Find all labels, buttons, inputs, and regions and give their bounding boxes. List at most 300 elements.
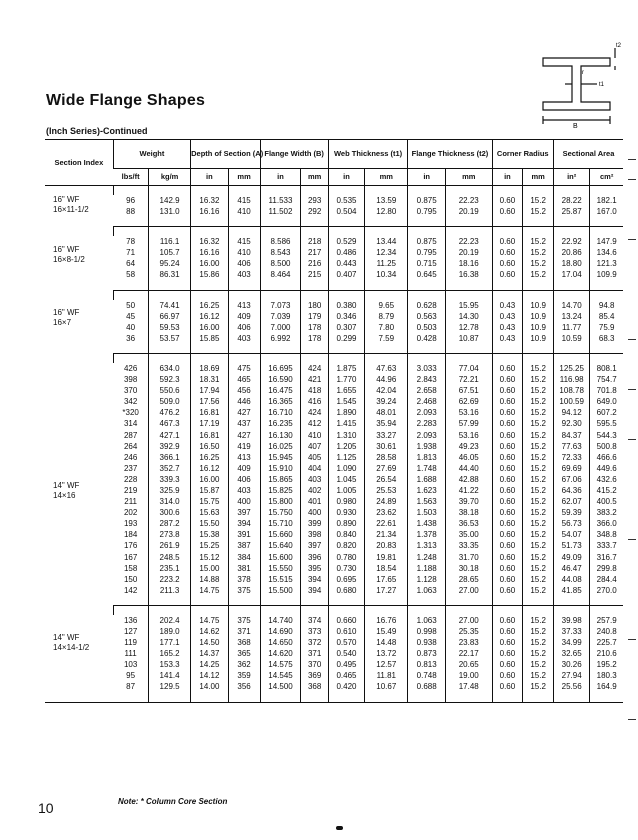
unit-header: mm <box>523 169 554 186</box>
table-cell: 314.0 <box>149 496 191 507</box>
table-cell: 16.00 <box>191 258 229 269</box>
table-cell: 16.235 <box>260 418 301 429</box>
table-cell: 416 <box>301 396 328 407</box>
table-cell: 58 <box>126 270 136 280</box>
table-cell: 0.60 <box>492 615 523 626</box>
table-cell: 0.610 <box>328 626 364 637</box>
table-cell: 49.23 <box>445 441 492 452</box>
table-cell: 403 <box>228 269 260 280</box>
table-cell: 15.2 <box>523 407 554 418</box>
table-row <box>45 485 623 496</box>
table-row <box>45 518 623 529</box>
table-row <box>45 615 623 626</box>
table-cell: 15.95 <box>445 300 492 311</box>
table-cell: 211 <box>124 497 138 507</box>
table-cell: 368 <box>228 637 260 648</box>
table-cell: 1.438 <box>408 518 446 529</box>
table-cell: 24.89 <box>365 496 408 507</box>
table-cell: 456 <box>228 385 260 396</box>
table-cell: 16.590 <box>260 374 301 385</box>
table-cell: 14.30 <box>445 311 492 322</box>
table-cell: 0.60 <box>492 540 523 551</box>
table-cell: 16.475 <box>260 385 301 396</box>
table-cell: 150 <box>123 574 138 584</box>
table-cell: 415.2 <box>590 485 623 496</box>
table-cell: 15.2 <box>523 258 554 269</box>
table-cell: 1.005 <box>328 485 364 496</box>
table-cell: 1.623 <box>408 485 446 496</box>
table-cell: 12.78 <box>445 322 492 333</box>
table-row <box>45 463 623 474</box>
table-cell: 0.407 <box>328 269 364 280</box>
table-cell: 119 <box>124 638 138 648</box>
table-cell: 366.1 <box>149 452 191 463</box>
table-row <box>45 322 623 333</box>
table-row <box>45 385 623 396</box>
table-cell: 257.9 <box>590 615 623 626</box>
table-cell: 2.093 <box>408 407 446 418</box>
diagram-label-t1: t1 <box>599 82 605 88</box>
table-cell: 0.60 <box>492 396 523 407</box>
table-cell: 14.75 <box>191 615 229 626</box>
table-cell: 0.748 <box>408 670 446 681</box>
table-cell: 15.2 <box>523 430 554 441</box>
table-cell: 10.9 <box>523 333 554 344</box>
table-cell: 28.22 <box>553 195 589 206</box>
table-cell: 0.60 <box>492 659 523 670</box>
table-cell: 374 <box>301 615 328 626</box>
table-cell: 359 <box>228 670 260 681</box>
table-cell: 394 <box>301 585 328 596</box>
table-cell: 405 <box>301 452 328 463</box>
table-cell: 0.570 <box>328 637 364 648</box>
unit-header: in <box>408 169 446 186</box>
table-cell: 404 <box>301 463 328 474</box>
table-cell: 134.6 <box>590 247 623 258</box>
table-cell: 7.59 <box>365 333 408 344</box>
table-row <box>45 195 623 206</box>
table-cell: 284.4 <box>590 574 623 585</box>
table-cell: 15.12 <box>191 552 229 563</box>
table-cell: 394 <box>228 518 260 529</box>
table-cell: 217 <box>301 247 328 258</box>
table-cell: 426 <box>123 363 138 373</box>
table-cell: 398 <box>123 375 138 385</box>
table-cell: 18.80 <box>553 258 589 269</box>
table-cell: 28.65 <box>445 574 492 585</box>
table-cell: 0.60 <box>492 529 523 540</box>
table-cell: 25.87 <box>553 206 589 217</box>
table-cell: 33.27 <box>365 430 408 441</box>
table-cell: 348.8 <box>590 529 623 540</box>
table-cell: 15.2 <box>523 441 554 452</box>
table-cell: 178 <box>301 322 328 333</box>
table-cell: 16.12 <box>191 463 229 474</box>
table-cell: 202 <box>123 508 138 518</box>
table-cell: 0.529 <box>328 236 364 247</box>
table-cell: 0.695 <box>328 574 364 585</box>
table-cell: 14.48 <box>365 637 408 648</box>
table-cell: 0.813 <box>408 659 446 670</box>
table-cell: 10.67 <box>365 681 408 692</box>
section-index-label <box>45 353 113 605</box>
table-cell: 189.0 <box>149 626 191 637</box>
table-cell: 0.60 <box>492 518 523 529</box>
table-cell: 147.9 <box>590 236 623 247</box>
table-cell: 409 <box>228 311 260 322</box>
table-cell: 15.945 <box>260 452 301 463</box>
table-cell: 59.53 <box>149 322 191 333</box>
table-cell: 62.69 <box>445 396 492 407</box>
unit-header: in² <box>553 169 589 186</box>
table-cell: 314 <box>123 419 138 429</box>
table-cell: 77.04 <box>445 363 492 374</box>
table-cell: 406 <box>228 258 260 269</box>
table-cell: 401 <box>301 496 328 507</box>
table-cell: 109.9 <box>590 269 623 280</box>
table-cell: 372 <box>301 637 328 648</box>
table-cell: 14.650 <box>260 637 301 648</box>
table-cell: 0.60 <box>492 385 523 396</box>
table-cell: 62.07 <box>553 496 589 507</box>
table-cell: 1.813 <box>408 452 446 463</box>
table-cell: 15.2 <box>523 496 554 507</box>
table-cell: 402 <box>301 485 328 496</box>
table-cell: 28.58 <box>365 452 408 463</box>
table-cell: 195.2 <box>590 659 623 670</box>
table-cell: 446 <box>228 396 260 407</box>
table-cell: 0.43 <box>492 300 523 311</box>
table-cell: 17.27 <box>365 585 408 596</box>
table-cell: 13.72 <box>365 648 408 659</box>
table-cell: 392.9 <box>149 441 191 452</box>
table-cell: 17.56 <box>191 396 229 407</box>
section-index-label <box>45 605 113 702</box>
table-cell: 0.43 <box>492 311 523 322</box>
table-cell: 2.658 <box>408 385 446 396</box>
table-cell: 15.750 <box>260 507 301 518</box>
table-cell: 365 <box>228 648 260 659</box>
table-cell: 219 <box>123 485 138 495</box>
table-row <box>45 206 623 217</box>
table-cell: 339.3 <box>149 474 191 485</box>
table-cell: 270.0 <box>590 585 623 596</box>
table-cell: 14.12 <box>191 670 229 681</box>
header-depth: Depth of Section (A) <box>191 140 260 169</box>
table-cell: 15.49 <box>365 626 408 637</box>
table-cell: 369 <box>301 670 328 681</box>
table-row <box>45 418 623 429</box>
table-cell: 467.3 <box>149 418 191 429</box>
table-cell: 49.09 <box>553 552 589 563</box>
header-corner-radius: Corner Radius <box>492 140 553 169</box>
table-cell: 13.44 <box>365 236 408 247</box>
table-cell: 592.3 <box>149 374 191 385</box>
unit-header: kg/m <box>149 169 191 186</box>
header-flange-thickness: Flange Thickness (t2) <box>408 140 492 169</box>
table-cell: 14.00 <box>191 681 229 692</box>
table-cell: 18.16 <box>445 258 492 269</box>
table-cell: 394 <box>301 574 328 585</box>
table-cell: 427 <box>228 430 260 441</box>
table-cell: 15.2 <box>523 474 554 485</box>
page-number: 10 <box>38 800 54 816</box>
table-cell: 15.2 <box>523 540 554 551</box>
table-cell: 400.5 <box>590 496 623 507</box>
table-row <box>45 659 623 670</box>
table-cell: 95.24 <box>149 258 191 269</box>
table-cell: 465 <box>228 374 260 385</box>
table-cell: 27.69 <box>365 463 408 474</box>
table-cell: 381 <box>228 563 260 574</box>
table-cell: 273.8 <box>149 529 191 540</box>
table-cell: 383.2 <box>590 507 623 518</box>
table-cell: 595.5 <box>590 418 623 429</box>
table-cell: 0.60 <box>492 626 523 637</box>
table-cell: 180.3 <box>590 670 623 681</box>
table-cell: 95 <box>126 671 136 681</box>
table-cell: 53.16 <box>445 407 492 418</box>
table-cell: 287 <box>123 430 138 440</box>
table-cell: 466.6 <box>590 452 623 463</box>
table-cell: 407 <box>301 441 328 452</box>
table-cell: 116.1 <box>149 236 191 247</box>
table-cell: 41.22 <box>445 485 492 496</box>
table-cell: 67.51 <box>445 385 492 396</box>
table-cell: 42.88 <box>445 474 492 485</box>
table-cell: 235.1 <box>149 563 191 574</box>
table-cell: 1.128 <box>408 574 446 585</box>
table-cell: 142 <box>123 585 138 595</box>
section-series: 14" WF <box>53 633 80 643</box>
table-cell: 0.43 <box>492 322 523 333</box>
table-cell: 333.7 <box>590 540 623 551</box>
table-cell: 15.2 <box>523 626 554 637</box>
table-cell: 225.7 <box>590 637 623 648</box>
table-cell: 18.31 <box>191 374 229 385</box>
table-cell: 15.00 <box>191 563 229 574</box>
table-cell: 35.94 <box>365 418 408 429</box>
table-row <box>45 540 623 551</box>
table-cell: 0.60 <box>492 269 523 280</box>
table-cell: 121.3 <box>590 258 623 269</box>
table-cell: 25.35 <box>445 626 492 637</box>
table-cell: 17.94 <box>191 385 229 396</box>
table-cell: 0.873 <box>408 648 446 659</box>
table-cell: 16.25 <box>191 300 229 311</box>
scan-mark <box>336 826 343 830</box>
table-cell: 8.500 <box>260 258 301 269</box>
table-cell: 15.500 <box>260 585 301 596</box>
table-cell: 22.61 <box>365 518 408 529</box>
table-cell: 20.83 <box>365 540 408 551</box>
table-cell: 0.540 <box>328 648 364 659</box>
diagram-label-b: B <box>573 123 578 130</box>
unit-header: lbs/ft <box>113 169 148 186</box>
table-cell: 418 <box>301 385 328 396</box>
table-cell: 184 <box>123 530 138 540</box>
table-cell: 16.695 <box>260 363 301 374</box>
table-cell: 0.980 <box>328 496 364 507</box>
table-cell: 96 <box>126 196 136 205</box>
table-cell: 12.80 <box>365 206 408 217</box>
table-cell: 14.50 <box>191 637 229 648</box>
table-cell: *320 <box>122 408 139 418</box>
table-cell: 19.00 <box>445 670 492 681</box>
table-cell: 92.30 <box>553 418 589 429</box>
table-row <box>45 585 623 596</box>
table-cell: 15.2 <box>523 681 554 692</box>
table-cell: 0.875 <box>408 236 446 247</box>
header-sectional-area: Sectional Area <box>553 140 623 169</box>
table-cell: 35.00 <box>445 529 492 540</box>
table-cell: 1.248 <box>408 552 446 563</box>
table-cell: 13.24 <box>553 311 589 322</box>
table-cell: 22.92 <box>553 236 589 247</box>
table-row <box>45 441 623 452</box>
table-cell: 11.81 <box>365 670 408 681</box>
table-cell: 22.17 <box>445 648 492 659</box>
table-cell: 1.310 <box>328 430 364 441</box>
table-cell: 16.12 <box>191 311 229 322</box>
table-cell: 16.00 <box>191 474 229 485</box>
table-cell: 12.57 <box>365 659 408 670</box>
table-cell: 0.60 <box>492 648 523 659</box>
table-cell: 0.420 <box>328 681 364 692</box>
table-cell: 0.60 <box>492 507 523 518</box>
table-cell: 72.21 <box>445 374 492 385</box>
table-cell: 1.563 <box>408 496 446 507</box>
table-cell: 16.025 <box>260 441 301 452</box>
table-cell: 15.2 <box>523 585 554 596</box>
table-cell: 56.73 <box>553 518 589 529</box>
table-cell: 16.25 <box>191 452 229 463</box>
table-cell: 437 <box>228 418 260 429</box>
table-cell: 15.2 <box>523 563 554 574</box>
unit-header: mm <box>365 169 408 186</box>
table-cell: 36.53 <box>445 518 492 529</box>
table-cell: 0.60 <box>492 363 523 374</box>
table-cell: 0.443 <box>328 258 364 269</box>
table-cell: 31.70 <box>445 552 492 563</box>
table-cell: 14.500 <box>260 681 301 692</box>
table-cell: 54.07 <box>553 529 589 540</box>
table-cell: 14.545 <box>260 670 301 681</box>
table-cell: 0.60 <box>492 195 523 206</box>
table-cell: 8.79 <box>365 311 408 322</box>
table-cell: 164.9 <box>590 681 623 692</box>
table-cell: 0.465 <box>328 670 364 681</box>
table-cell: 39.24 <box>365 396 408 407</box>
table-cell: 754.7 <box>590 374 623 385</box>
table-row <box>45 648 623 659</box>
section-size: 16×8-1/2 <box>53 254 85 264</box>
section-size: 14×16 <box>53 491 76 501</box>
table-cell: 37.33 <box>553 626 589 637</box>
unit-header: in <box>328 169 364 186</box>
section-size: 14×14-1/2 <box>53 643 90 653</box>
table-cell: 544.3 <box>590 430 623 441</box>
table-cell: 0.890 <box>328 518 364 529</box>
table-cell: 215 <box>301 269 328 280</box>
table-cell: 400 <box>228 496 260 507</box>
table-cell: 1.748 <box>408 463 446 474</box>
table-cell: 397 <box>228 507 260 518</box>
table-row <box>45 552 623 563</box>
table-cell: 23.62 <box>365 507 408 518</box>
table-cell: 167.0 <box>590 206 623 217</box>
table-row <box>45 626 623 637</box>
table-cell: 66.97 <box>149 311 191 322</box>
table-cell: 16.00 <box>191 322 229 333</box>
table-cell: 14.37 <box>191 648 229 659</box>
table-cell: 410 <box>228 206 260 217</box>
table-cell: 85.4 <box>590 311 623 322</box>
table-cell: 1.378 <box>408 529 446 540</box>
table-cell: 16.16 <box>191 247 229 258</box>
table-cell: 10.34 <box>365 269 408 280</box>
table-cell: 370 <box>123 386 138 396</box>
table-cell: 131.0 <box>149 206 191 217</box>
table-cell: 15.2 <box>523 452 554 463</box>
table-cell: 64.36 <box>553 485 589 496</box>
table-cell: 75.9 <box>590 322 623 333</box>
table-cell: 0.60 <box>492 407 523 418</box>
table-cell: 237 <box>123 463 138 473</box>
unit-header: cm² <box>590 169 623 186</box>
table-cell: 424 <box>301 363 328 374</box>
table-cell: 15.50 <box>191 518 229 529</box>
table-cell: 20.86 <box>553 247 589 258</box>
table-cell: 40 <box>126 322 136 332</box>
table-cell: 0.535 <box>328 195 364 206</box>
table-cell: 20.19 <box>445 247 492 258</box>
section-series: 16" WF <box>53 308 80 318</box>
table-cell: 14.75 <box>191 585 229 596</box>
table-cell: 14.25 <box>191 659 229 670</box>
table-row <box>45 300 623 311</box>
table-cell: 68.3 <box>590 333 623 344</box>
table-cell: 14.70 <box>553 300 589 311</box>
table-cell: 15.2 <box>523 385 554 396</box>
table-cell: 15.2 <box>523 247 554 258</box>
table-cell: 2.093 <box>408 430 446 441</box>
table-cell: 10.9 <box>523 300 554 311</box>
table-cell: 15.800 <box>260 496 301 507</box>
table-cell: 15.75 <box>191 496 229 507</box>
table-cell: 1.415 <box>328 418 364 429</box>
table-cell: 42.04 <box>365 385 408 396</box>
table-cell: 94.8 <box>590 300 623 311</box>
table-cell: 11.77 <box>553 322 589 333</box>
table-cell: 9.65 <box>365 300 408 311</box>
table-cell: 15.825 <box>260 485 301 496</box>
table-cell: 0.380 <box>328 300 364 311</box>
table-cell: 15.25 <box>191 540 229 551</box>
table-cell: 0.495 <box>328 659 364 670</box>
table-cell: 10.9 <box>523 311 554 322</box>
table-cell: 8.586 <box>260 236 301 247</box>
table-cell: 53.57 <box>149 333 191 344</box>
table-cell: 0.60 <box>492 430 523 441</box>
table-cell: 8.464 <box>260 269 301 280</box>
table-cell: 342 <box>123 397 138 407</box>
section-group <box>45 227 623 290</box>
section-group <box>45 290 623 353</box>
table-cell: 0.930 <box>328 507 364 518</box>
table-cell: 7.80 <box>365 322 408 333</box>
table-cell: 0.60 <box>492 206 523 217</box>
